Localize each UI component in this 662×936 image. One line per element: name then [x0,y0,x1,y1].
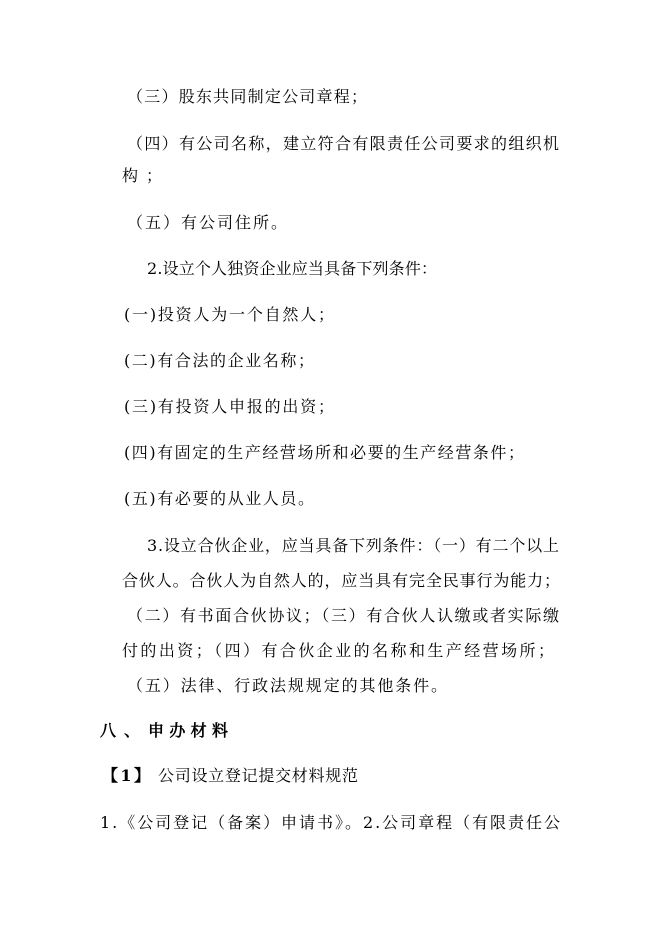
paragraph-company-name-line2: 构； [122,166,170,185]
list-item-staff: (五)有必要的从业人员。 [124,489,316,508]
paragraph-partnership-line3: （二）有书面合伙协议；（三）有合伙人认缴或者实际缴 [127,606,561,625]
subsection-marker: 【1】 [102,766,153,785]
paragraph-partnership-line4: 付的出资；（四）有合伙企业的名称和生产经营场所； [122,641,557,660]
section-title: 申办材料 [148,721,234,740]
paragraph-company-domicile: （五）有公司住所。 [127,213,289,232]
list-item-premises: (四)有固定的生产经营场所和必要的生产经营条件； [124,443,526,462]
subsection-title: 公司设立登记提交材料规范 [158,766,359,785]
paragraph-company-name-line1: （四）有公司名称，建立符合有限责任公司要求的组织机 [127,134,561,153]
materials-list-line: 1.《公司登记（备案）申请书》。2.公司章程（有限责任公 [100,813,562,832]
section-number: 八、 [100,721,148,740]
list-item-capital: (三)有投资人申报的出资； [124,397,336,416]
paragraph-partnership-line2: 合伙人。合伙人为自然人的，应当具有完全民事行为能力； [122,571,561,590]
list-item-enterprise-name: (二)有合法的企业名称； [124,351,316,370]
paragraph-partnership-line5: （五）法律、行政法规规定的其他条件。 [127,676,449,695]
paragraph-shareholders-articles: （三）股东共同制定公司章程； [127,87,369,106]
paragraph-partnership-line1: 3.设立合伙企业，应当具备下列条件：（一）有二个以上 [147,536,560,555]
paragraph-sole-proprietorship-intro: 2.设立个人独资企业应当具备下列条件： [147,259,438,278]
list-item-investor: (一)投资人为一个自然人； [124,305,336,324]
